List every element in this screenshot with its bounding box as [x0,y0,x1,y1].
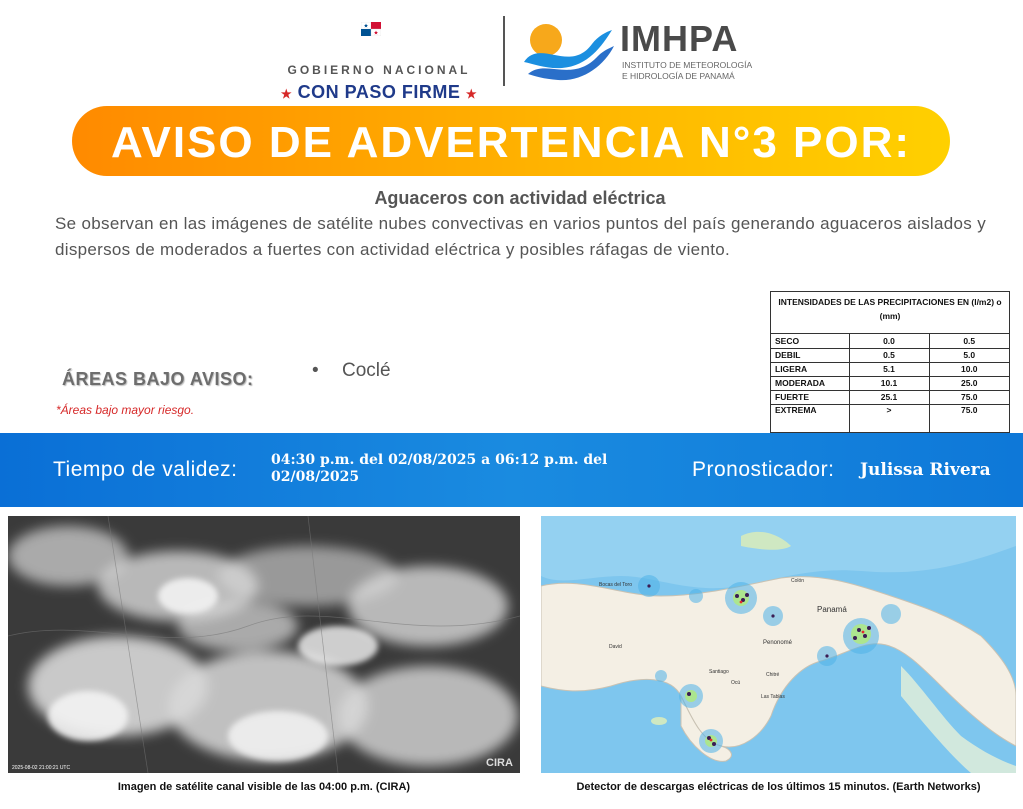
gov-top-text: GOBIERNO NACIONAL [287,63,471,77]
star-icon: ★ [465,87,478,101]
table-row [771,334,1009,348]
satellite-brand: CIRA [486,757,513,769]
table-row [771,348,1009,362]
table-cell: 0.5 [929,334,1009,348]
header-divider [503,16,505,86]
table-cell: 10.1 [849,376,929,390]
table-row [771,362,1009,376]
imhpa-logo [522,18,762,86]
table-cell: 75.0 [929,390,1009,404]
imhpa-name: IMHPA [620,18,739,59]
areas-list [312,360,391,382]
validity-bar [0,433,1023,507]
validity-label: Tiempo de validez: [53,458,238,481]
validity-value: 04:30 p.m. del 02/08/2025 a 06:12 p.m. del 02/08/2025 [271,452,608,485]
map-label: Colón [791,578,805,584]
table-cell: FUERTE [771,390,849,404]
government-logo [268,20,490,102]
table-cell: DEBIL [771,348,849,362]
table-cell: 10.0 [929,362,1009,376]
alert-subtitle: Aguaceros con actividad eléctrica [374,188,666,208]
table-row [771,376,1009,390]
table-cell: 5.0 [929,348,1009,362]
table-cell: 0.0 [849,334,929,348]
imhpa-subtitle [622,60,752,82]
alert-description: Se observan en las imágenes de satélite nubes convectivas en varios puntos del país generando aguaceros aislados y dispersos de moderados a fuertes con actividad eléctrica y posibles ráfagas de viento. [55,214,986,259]
areas-label: ÁREAS BAJO AVISO: [62,369,254,389]
lightning-caption: Detector de descargas eléctricas de los últimos 15 minutos. (Earth Networks) [576,781,981,793]
area-item: • Coclé [312,360,391,382]
table-row [771,404,1009,432]
map-label: Penonomé [763,640,793,646]
forecaster-label: Pronosticador: [692,458,835,481]
table-cell: 25.0 [929,376,1009,390]
table-cell: MODERADA [771,376,849,390]
table-cell: SECO [771,334,849,348]
table-cell: 25.1 [849,390,929,404]
table-cell: 75.0 [960,404,978,415]
table-cell: 5.1 [849,362,929,376]
table-row [771,390,1009,404]
intensity-table [770,291,1010,433]
table-cell: EXTREMA [771,404,849,432]
warning-title: AVISO DE ADVERTENCIA N°3 POR: [110,118,912,167]
table-cell: > [849,404,929,432]
table-cell: LIGERA [771,362,849,376]
satellite-stamp: 2025-08-02 21:00:21 UTC [12,765,71,771]
panama-map-icon [541,516,1016,773]
panama-flag-icon [361,22,381,36]
satellite-cloud-icon [8,516,520,773]
gov-bottom-line [268,82,490,103]
gov-bottom-text: CON PASO FIRME [297,82,461,102]
warning-banner [72,106,950,176]
satellite-caption: Imagen de satélite canal visible de las 04:00 p.m. (CIRA) [117,781,411,793]
risk-note: *Áreas bajo mayor riesgo. [56,403,195,417]
star-icon: ★ [280,87,293,101]
map-label: Panamá [817,605,847,614]
intensity-table-title: INTENSIDADES DE LAS PRECIPITACIONES EN (l/m2) o (mm) [771,292,1009,334]
imhpa-sub-line-1: INSTITUTO DE METEOROLOGÍA [622,60,753,70]
imhpa-sub-line-2: E HIDROLOGÍA DE PANAMÁ [622,71,735,81]
map-label: David [609,644,622,650]
forecaster-name: Julissa Rivera [860,460,991,480]
table-cell: 0.5 [849,348,929,362]
map-label: Bocas del Toro [599,582,632,588]
satellite-image [8,516,520,773]
map-label: Santiago [709,669,729,675]
imhpa-wave-icon [522,18,614,84]
map-label: Ocú [731,680,741,686]
map-label: Las Tablas [761,694,785,700]
lightning-map [541,516,1016,773]
map-label: Chitré [766,672,780,678]
